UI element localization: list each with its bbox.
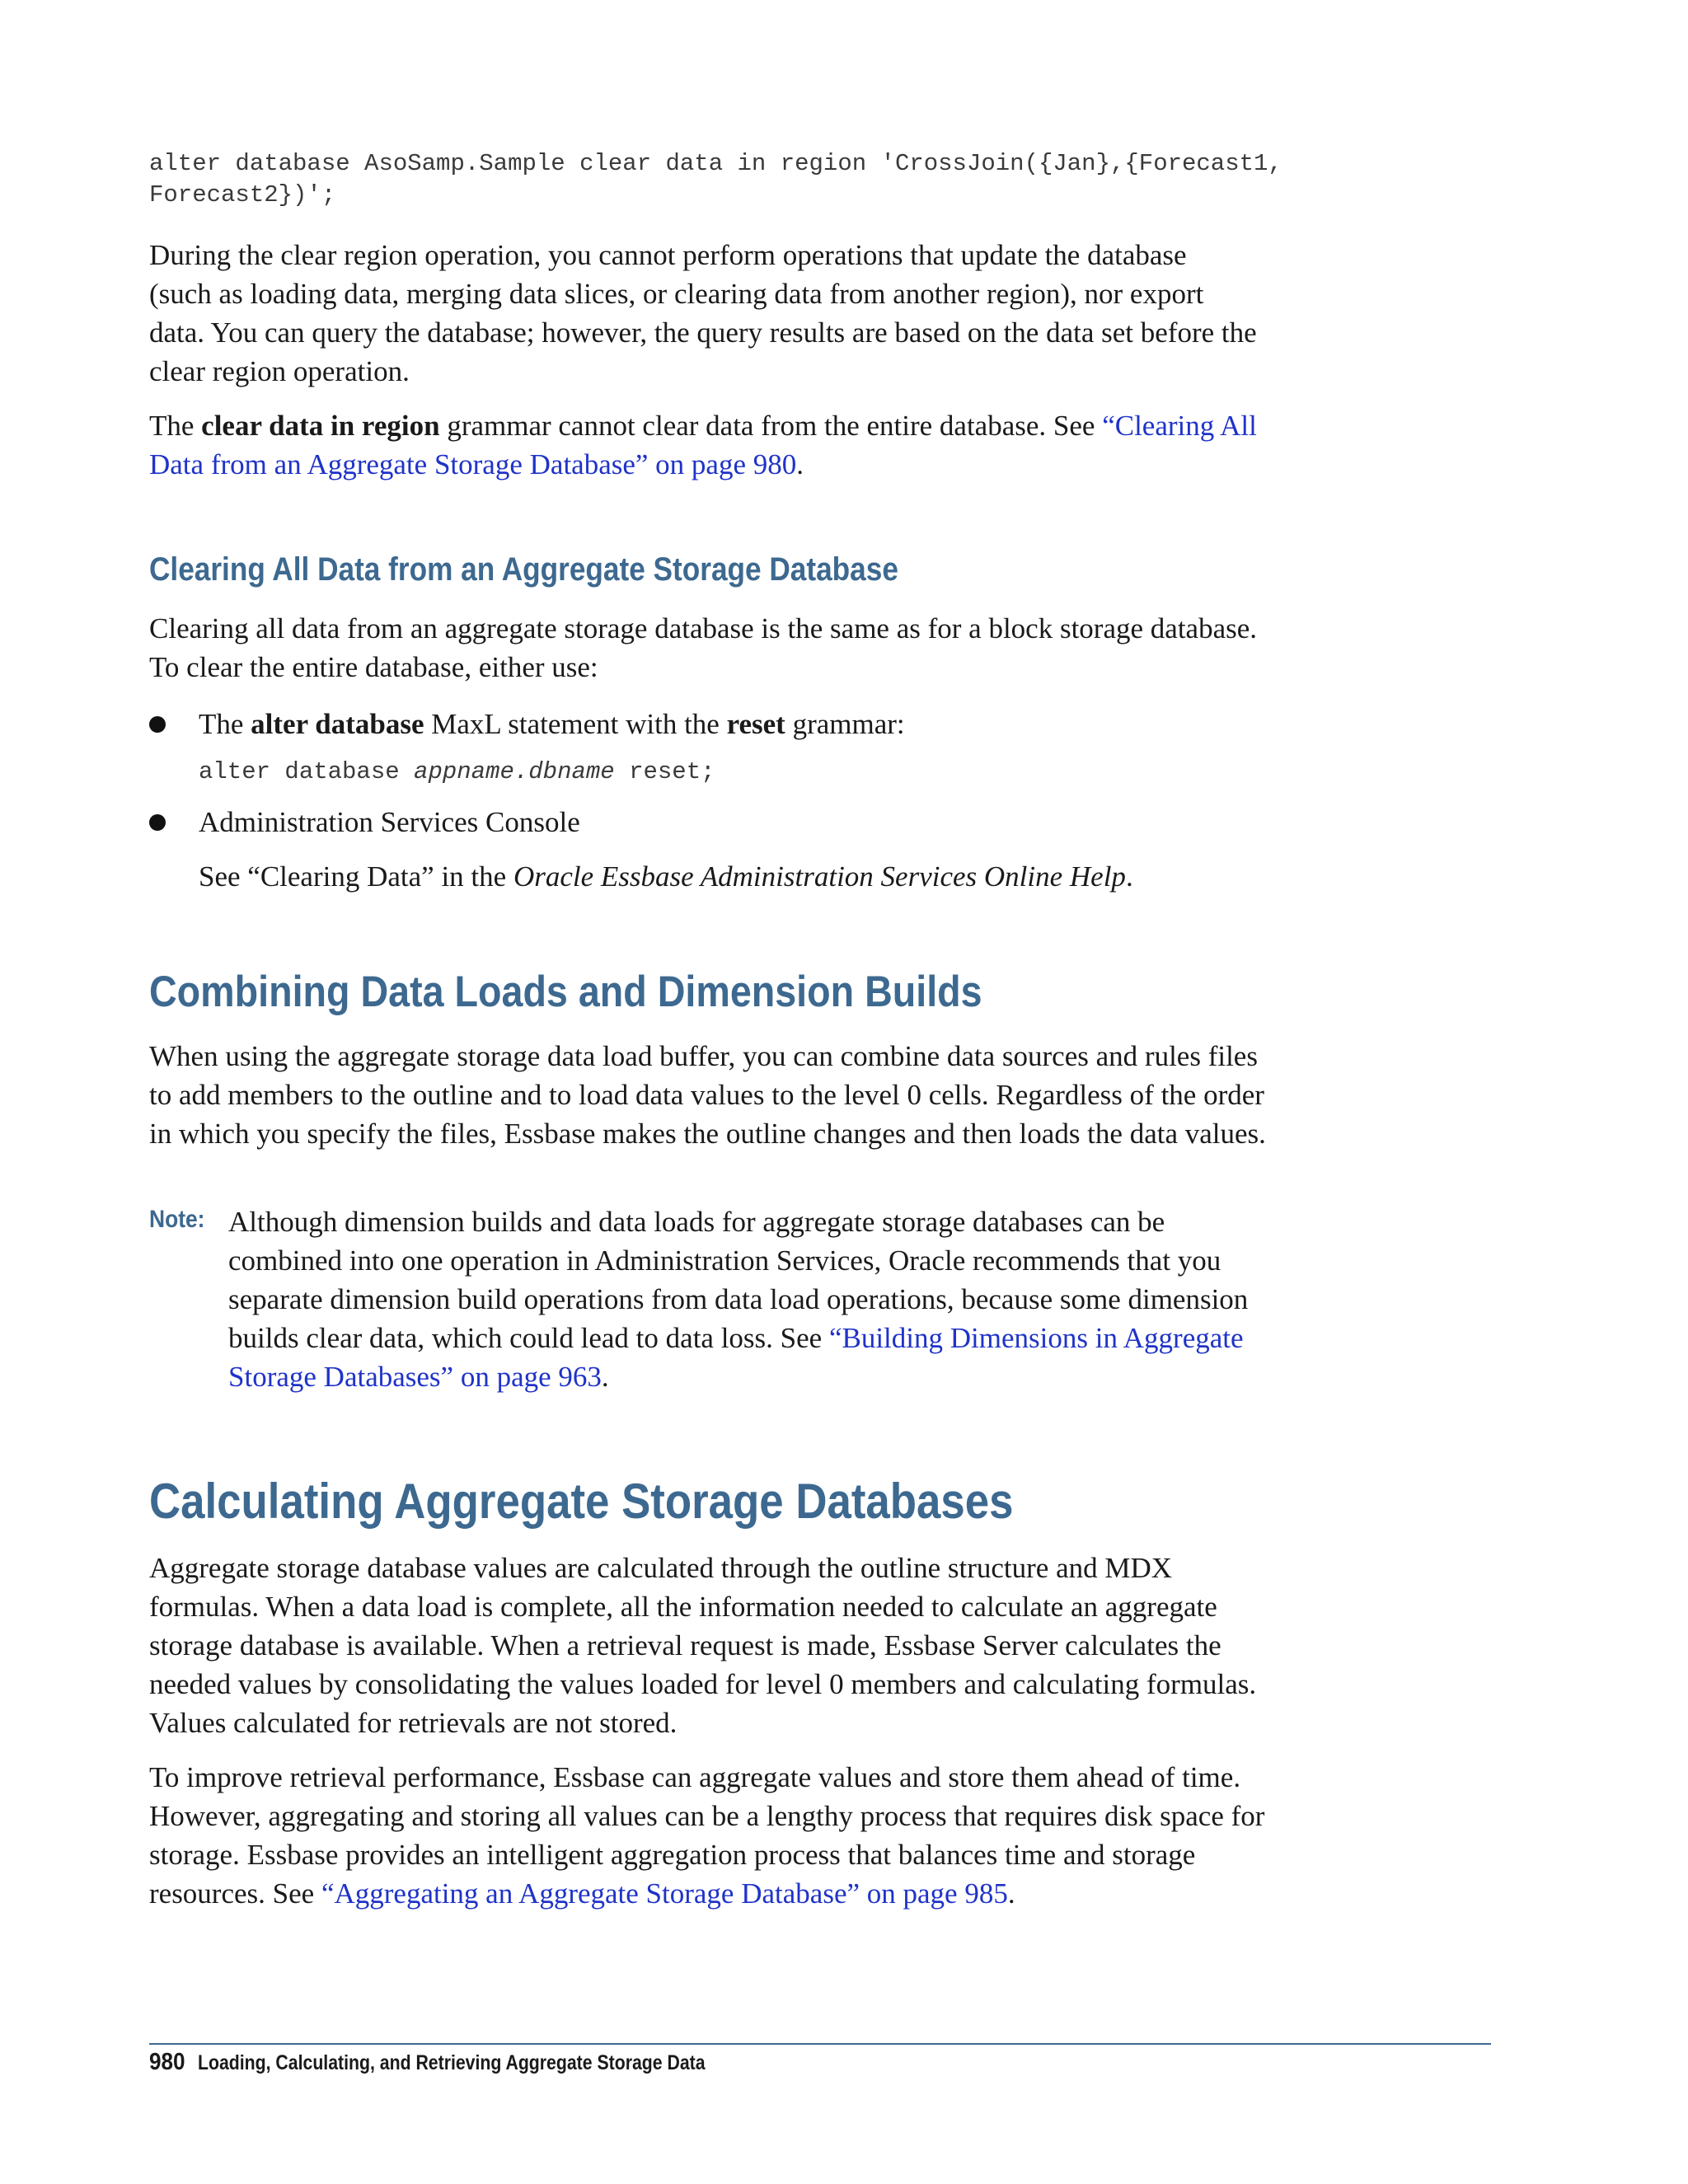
code-block-reset [199, 757, 1369, 788]
text-line: However, aggregating and storing all values can be a lengthy process that requires disk space for [149, 1800, 1265, 1832]
page-number: 980 [149, 2049, 185, 2075]
text-line: To improve retrieval performance, Essbase can aggregate values and store them ahead of time. [149, 1761, 1241, 1793]
text-span: The [149, 410, 202, 442]
text-span: . [1007, 1877, 1015, 1910]
text-line: in which you specify the files, Essbase makes the outline changes and then loads the data values. [149, 1118, 1266, 1150]
bold-term: clear data in region [201, 410, 440, 442]
text-line: combined into one operation in Administration Services, Oracle recommends that you [228, 1244, 1221, 1277]
text-span: grammar cannot clear data from the entire database. See [439, 410, 1103, 442]
code-italic-span: appname.dbname [414, 758, 615, 785]
footer-rule [149, 2043, 1491, 2045]
code-line [199, 757, 1369, 788]
text-span: . [1125, 860, 1133, 893]
page-footer [149, 2049, 795, 2076]
text-line: separate dimension build operations from data load operations, because some dimension [228, 1283, 1249, 1315]
text-span: MaxL statement with the [424, 708, 727, 740]
note-dimension-builds [228, 1202, 1333, 1396]
bold-term: alter database [251, 708, 424, 740]
text-span: . [601, 1361, 609, 1393]
link-clearing-all-data[interactable]: “Clearing All [1102, 410, 1257, 442]
link-clearing-all-data-page[interactable]: Data from an Aggregate Storage Database” on page 980 [149, 448, 797, 480]
code-block-clear-region [149, 148, 1320, 211]
paragraph-combining-data-loads [149, 1037, 1320, 1153]
link-building-dimensions-page[interactable]: Storage Databases” on page 963 [228, 1361, 602, 1393]
paragraph-retrieval-performance [149, 1758, 1320, 1913]
text-line: Administration Services Console [199, 806, 580, 838]
text-line: (such as loading data, merging data slices, or clearing data from another region), nor export [149, 278, 1204, 310]
paragraph-see-clearing-data [199, 857, 1369, 896]
italic-title: Oracle Essbase Administration Services Online Help [513, 860, 1126, 893]
section-combining-data-loads [149, 967, 1320, 1018]
text-line [199, 705, 1369, 743]
text-line: data. You can query the database; however, the query results are based on the data set before the [149, 316, 1257, 349]
text-span: The [199, 708, 251, 740]
text-line: Aggregate storage database values are calculated through the outline structure and MDX [149, 1552, 1173, 1584]
bullet-icon [149, 814, 166, 831]
bullet-item-admin-console [199, 803, 1369, 841]
code-span: reset; [614, 758, 715, 785]
text-span: builds clear data, which could lead to data loss. See [228, 1322, 829, 1354]
chapter-heading: Calculating Aggregate Storage Databases [149, 1474, 1014, 1529]
text-line [228, 1357, 1333, 1396]
code-span: alter database [199, 758, 415, 785]
text-line [228, 1319, 1333, 1357]
text-line: When using the aggregate storage data load buffer, you can combine data sources and rules files [149, 1040, 1258, 1072]
section-clearing-all-data [149, 550, 1320, 589]
bold-term: reset [726, 708, 785, 740]
text-line: to add members to the outline and to load data values to the level 0 cells. Regardless of the order [149, 1079, 1264, 1111]
text-span: grammar: [785, 708, 905, 740]
text-line: During the clear region operation, you cannot perform operations that update the database [149, 239, 1187, 271]
link-aggregating-aso[interactable]: “Aggregating an Aggregate Storage Database” on page 985 [321, 1877, 1008, 1910]
text-line [149, 1874, 1320, 1913]
text-span: resources. See [149, 1877, 321, 1910]
footer-chapter-title: Loading, Calculating, and Retrieving Aggregate Storage Data [197, 2051, 706, 2074]
link-building-dimensions[interactable]: “Building Dimensions in Aggregate [828, 1322, 1244, 1354]
text-span: . [796, 448, 804, 480]
text-line [149, 445, 1320, 484]
paragraph-calculating-aso [149, 1549, 1320, 1742]
section-heading: Combining Data Loads and Dimension Builds [149, 968, 982, 1016]
note-label: Note: [149, 1206, 205, 1233]
text-line: Values calculated for retrievals are not stored. [149, 1707, 678, 1739]
code-line: alter database AsoSamp.Sample clear data in region 'CrossJoin({Jan},{Forecast1, [149, 150, 1282, 177]
paragraph-clear-data-in-region [149, 406, 1320, 484]
text-line [199, 857, 1369, 896]
bullet-item-alter-database [199, 705, 1369, 743]
paragraph-clear-region-operation [149, 236, 1320, 391]
text-line: clear region operation. [149, 355, 410, 387]
text-span: See “Clearing Data” in the [199, 860, 513, 893]
text-line: To clear the entire database, either use: [149, 651, 598, 683]
section-heading: Clearing All Data from an Aggregate Storage Database [149, 551, 898, 588]
text-line: Although dimension builds and data loads for aggregate storage databases can be [228, 1206, 1165, 1238]
section-calculating-aso [149, 1473, 1320, 1530]
text-line: storage. Essbase provides an intelligent aggregation process that balances time and storage [149, 1839, 1196, 1871]
text-line [149, 406, 1320, 445]
text-line: formulas. When a data load is complete, all the information needed to calculate an aggregate [149, 1591, 1217, 1623]
paragraph-clearing-all-data [149, 609, 1320, 687]
code-line: Forecast2})'; [149, 181, 336, 209]
text-line: storage database is available. When a retrieval request is made, Essbase Server calculates the [149, 1629, 1221, 1661]
text-line: Clearing all data from an aggregate storage database is the same as for a block storage database. [149, 612, 1258, 644]
bullet-icon [149, 716, 166, 733]
text-line: needed values by consolidating the values loaded for level 0 members and calculating formulas. [149, 1668, 1257, 1700]
